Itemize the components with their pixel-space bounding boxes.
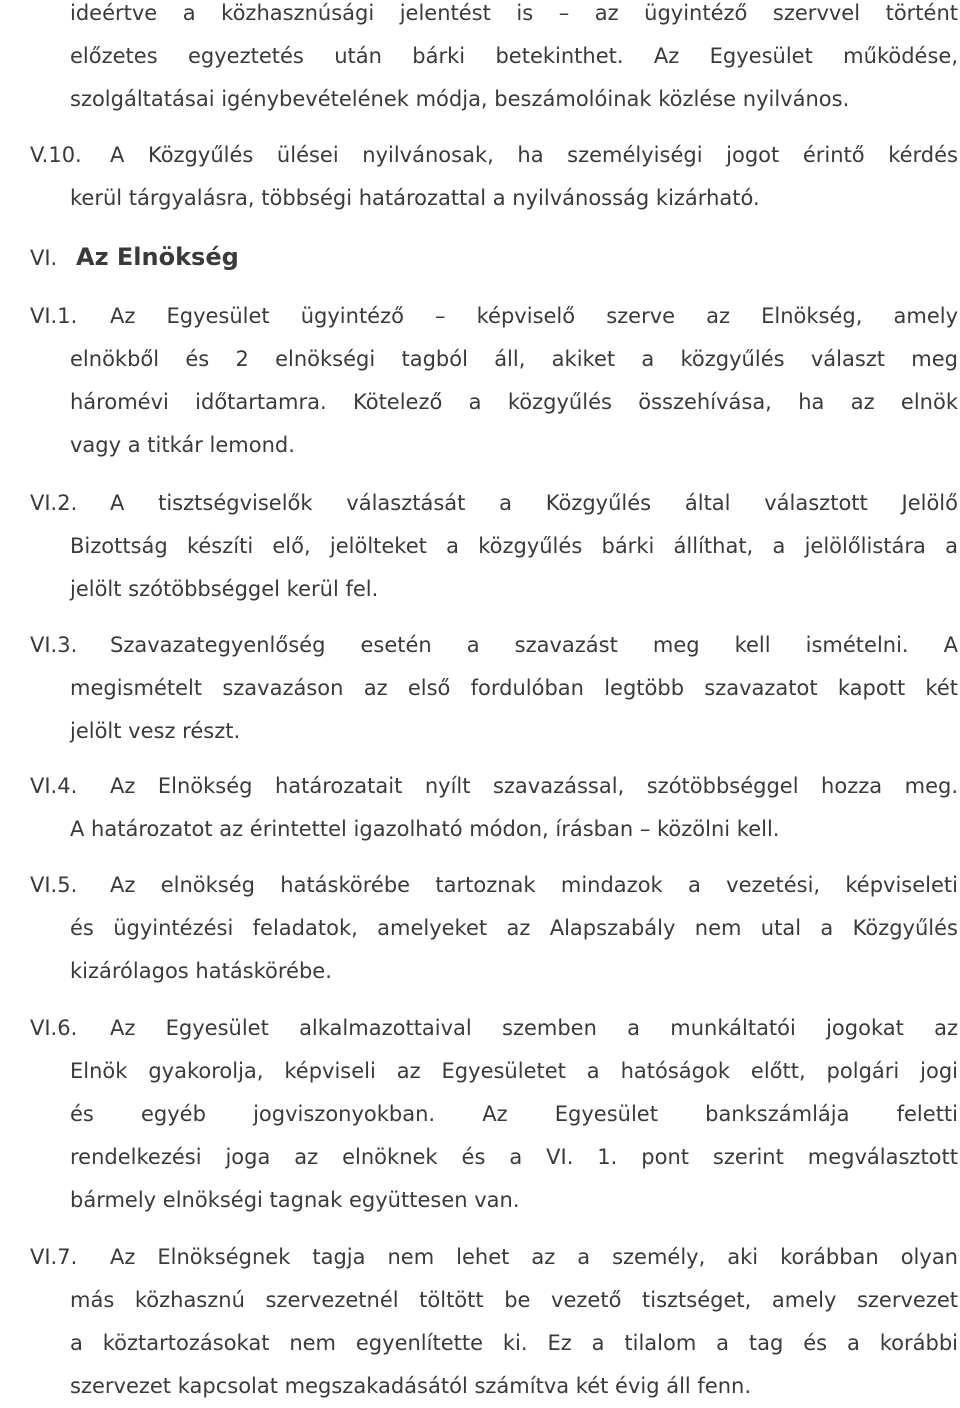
text-line: Az Elnökségnek tagja nem lehet az a személy, aki korábban olyan xyxy=(110,1245,958,1269)
text-line: jelölt szótöbbséggel kerül fel. xyxy=(70,577,379,601)
text-line: A határozatot az érintettel igazolható módon, írásban – közölni kell. xyxy=(70,817,780,841)
text-line: ideértve a közhasznúsági jelentést is – az ügyintéző szervvel történt xyxy=(70,1,958,25)
text-line: és ügyintézési feladatok, amelyeket az Alapszabály nem utal a Közgyűlés xyxy=(70,916,958,940)
text-line: kerül tárgyalásra, többségi határozattal a nyilvánosság kizárható. xyxy=(70,186,760,210)
text-line: Az elnökség hatáskörébe tartoznak mindazok a vezetési, képviseleti xyxy=(110,873,958,897)
section-heading xyxy=(30,236,239,280)
paragraph-vi3 xyxy=(30,624,958,753)
text-line: előzetes egyeztetés után bárki betekinthet. Az Egyesület működése, xyxy=(70,44,958,68)
paragraph-first-line xyxy=(30,134,958,177)
section-number: VI. xyxy=(30,246,58,270)
paragraph-vi7 xyxy=(30,1236,958,1408)
text-line: megismételt szavazáson az első fordulóban legtöbb szavazatot kapott két xyxy=(70,676,958,700)
paragraph-number: VI.5. xyxy=(30,873,78,897)
text-line: bármely elnökségi tagnak együttesen van. xyxy=(70,1188,520,1212)
paragraph-first-line xyxy=(30,1236,958,1279)
text-line: Szavazategyenlőség esetén a szavazást meg kell ismételni. A xyxy=(110,633,958,657)
paragraph-first-line xyxy=(30,482,958,525)
text-line: Az Elnökség határozatait nyílt szavazással, szótöbbséggel hozza meg. xyxy=(110,774,958,798)
paragraph-number: VI.2. xyxy=(30,491,78,515)
text-line: Elnök gyakorolja, képviseli az Egyesületet a hatóságok előtt, polgári jogi xyxy=(70,1059,958,1083)
text-line: rendelkezési joga az elnöknek és a VI. 1. pont szerint megválasztott xyxy=(70,1145,958,1169)
paragraph-number: VI.1. xyxy=(30,304,78,328)
paragraph-first-line xyxy=(30,864,958,907)
paragraph-v10 xyxy=(30,134,958,220)
paragraph-number: VI.4. xyxy=(30,774,78,798)
paragraph-vi4 xyxy=(30,765,958,851)
text-line: a köztartozásokat nem egyenlítette ki. Ez a tilalom a tag és a korábbi xyxy=(70,1331,958,1355)
paragraph-vi5 xyxy=(30,864,958,993)
text-line: kizárólagos hatáskörébe. xyxy=(70,959,332,983)
intro-paragraph xyxy=(70,0,958,121)
paragraph-number: V.10. xyxy=(30,143,82,167)
section-title: Az Elnökség xyxy=(76,243,239,271)
text-line: háromévi időtartamra. Kötelező a közgyűlés összehívása, ha az elnök xyxy=(70,390,958,414)
text-line: Bizottság készíti elő, jelölteket a közgyűlés bárki állíthat, a jelölőlistára a xyxy=(70,534,958,558)
text-line: Az Egyesület ügyintéző – képviselő szerve az Elnökség, amely xyxy=(110,304,958,328)
text-line: elnökből és 2 elnökségi tagból áll, akiket a közgyűlés választ meg xyxy=(70,347,958,371)
text-line: más közhasznú szervezetnél töltött be vezető tisztséget, amely szervezet xyxy=(70,1288,958,1312)
text-line: Az Egyesület alkalmazottaival szemben a munkáltatói jogokat az xyxy=(110,1016,958,1040)
paragraph-first-line xyxy=(30,624,958,667)
text-line: A tisztségviselők választását a Közgyűlés által választott Jelölő xyxy=(110,491,958,515)
paragraph-vi2 xyxy=(30,482,958,611)
paragraph-number: VI.3. xyxy=(30,633,78,657)
text-line: és egyéb jogviszonyokban. Az Egyesület bankszámlája feletti xyxy=(70,1102,958,1126)
paragraph-first-line xyxy=(30,295,958,338)
paragraph-first-line xyxy=(30,1007,958,1050)
text-line: szervezet kapcsolat megszakadásától számítva két évig áll fenn. xyxy=(70,1374,752,1398)
text-line: vagy a titkár lemond. xyxy=(70,433,295,457)
paragraph-first-line xyxy=(30,765,958,808)
text-line: jelölt vesz részt. xyxy=(70,719,241,743)
paragraph-vi1 xyxy=(30,295,958,467)
paragraph-number: VI.7. xyxy=(30,1245,78,1269)
text-line: szolgáltatásai igénybevételének módja, beszámolóinak közlése nyilvános. xyxy=(70,87,850,111)
paragraph-vi6 xyxy=(30,1007,958,1222)
paragraph-number: VI.6. xyxy=(30,1016,78,1040)
text-line: A Közgyűlés ülései nyilvánosak, ha személyiségi jogot érintő kérdés xyxy=(110,143,958,167)
